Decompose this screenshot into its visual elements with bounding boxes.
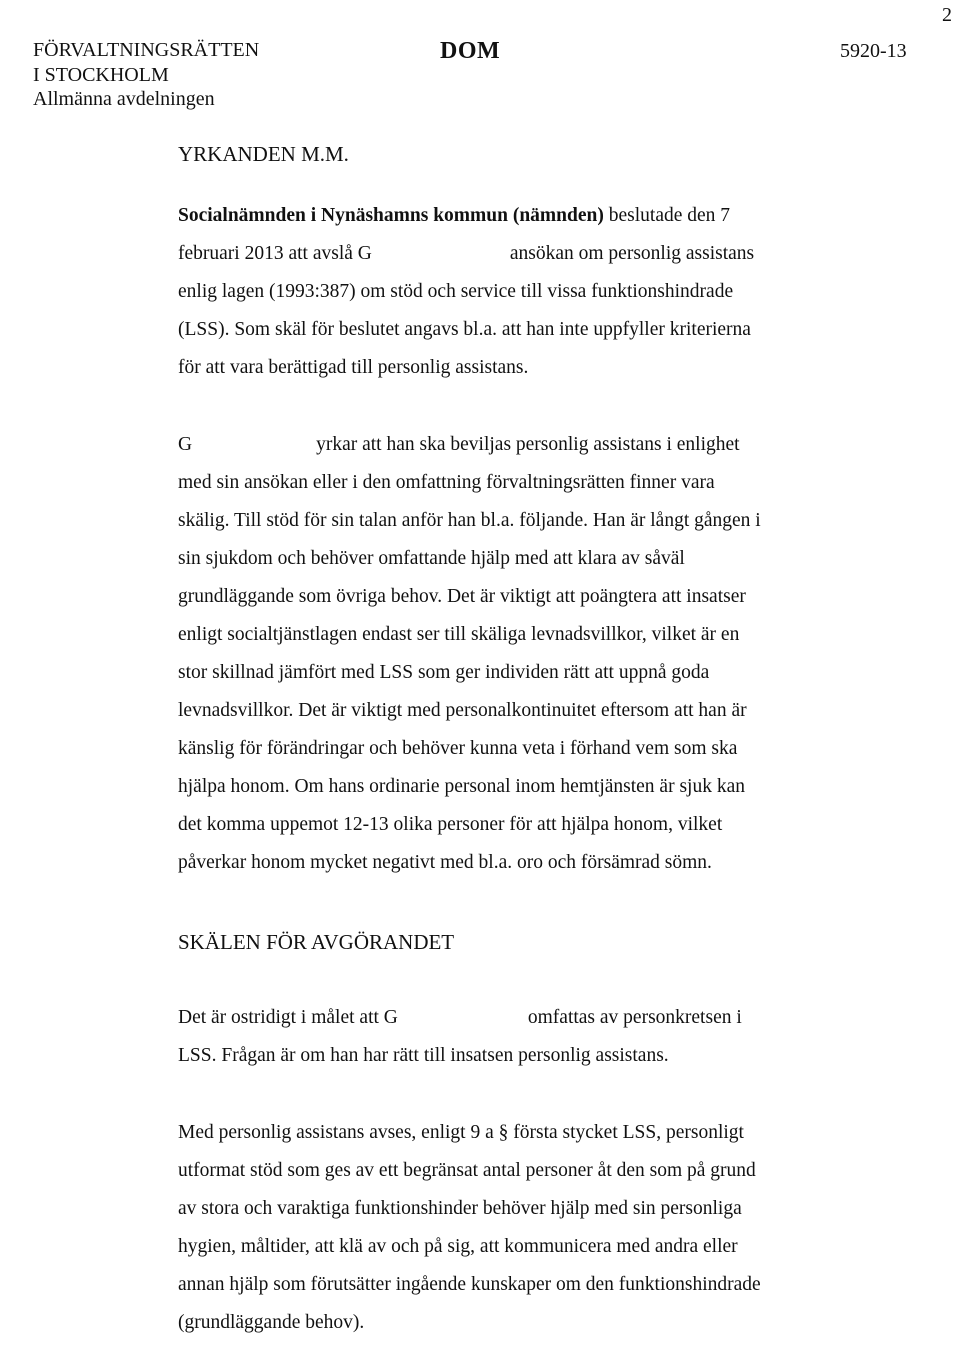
text-line: med sin ansökan eller i den omfattning förvaltningsrätten finner vara (178, 472, 715, 493)
text-line (178, 1007, 742, 1029)
text-line: av stora och varaktiga funktionshinder behöver hjälp med sin personliga (178, 1198, 742, 1219)
text-line (178, 243, 754, 265)
document-type: DOM (440, 38, 501, 64)
text-line: skälig. Till stöd för sin talan anför han bl.a. följande. Han är långt gången i (178, 510, 761, 531)
text-line (178, 205, 730, 227)
text-line: påverkar honom mycket negativt med bl.a. oro och försämrad sömn. (178, 852, 712, 873)
text-line: (grundläggande behov). (178, 1312, 365, 1333)
court-name (33, 38, 259, 88)
court-name-line2: I STOCKHOLM (33, 64, 169, 86)
text-line: hjälpa honom. Om hans ordinarie personal inom hemtjänsten är sjuk kan (178, 776, 745, 797)
text-line: grundläggande som övriga behov. Det är viktigt att poängtera att insatser (178, 586, 746, 607)
page-number: 2 (942, 4, 952, 26)
section-heading-skalen: SKÄLEN FÖR AVGÖRANDET (178, 930, 455, 954)
text-line: enlig lagen (1993:387) om stöd och service till vissa funktionshindrade (178, 281, 734, 302)
text-line: stor skillnad jämfört med LSS som ger individen rätt att uppnå goda (178, 662, 710, 683)
section-heading-yrkanden: YRKANDEN M.M. (178, 142, 349, 166)
text-line: Med personlig assistans avses, enligt 9 a § första stycket LSS, personligt (178, 1122, 744, 1143)
text-line: utformat stöd som ges av ett begränsat antal personer åt den som på grund (178, 1160, 756, 1181)
text-segment: omfattas av personkretsen i (527, 1007, 742, 1028)
text-line (178, 434, 740, 456)
text-segment: februari 2013 att avslå G (178, 243, 372, 264)
case-number: 5920-13 (840, 40, 907, 62)
court-name-line1: FÖRVALTNINGSRÄTTEN (33, 39, 260, 61)
text-segment: yrkar att han ska beviljas personlig assistans i enlighet (316, 434, 740, 455)
text-line: LSS. Frågan är om han har rätt till insatsen personlig assistans. (178, 1045, 669, 1066)
text-segment: ansökan om personlig assistans (509, 243, 755, 264)
department: Allmänna avdelningen (33, 88, 215, 110)
text-segment: G (178, 434, 193, 455)
text-line: enligt socialtjänstlagen endast ser till skäliga levnadsvillkor, vilket är en (178, 624, 740, 645)
text-line: levnadsvillkor. Det är viktigt med personalkontinuitet eftersom att han är (178, 700, 747, 721)
text-line: för att vara berättigad till personlig assistans. (178, 357, 529, 378)
text-line: annan hjälp som förutsätter ingående kunskaper om den funktionshindrade (178, 1274, 761, 1295)
text-line: (LSS). Som skäl för beslutet angavs bl.a. att han inte uppfyller kriterierna (178, 319, 751, 340)
text-line: känslig för förändringar och behöver kunna veta i förhand vem som ska (178, 738, 738, 759)
text-line: det komma uppemot 12-13 olika personer för att hjälpa honom, vilket (178, 814, 723, 835)
text-segment: Det är ostridigt i målet att G (178, 1007, 398, 1028)
text-line: sin sjukdom och behöver omfattande hjälp med att klara av såväl (178, 548, 685, 569)
text-line: hygien, måltider, att klä av och på sig, att kommunicera med andra eller (178, 1236, 738, 1257)
text-segment: beslutade den 7 (603, 205, 731, 226)
text-segment-bold: Socialnämnden i Nynäshamns kommun (nämnden) (178, 205, 604, 226)
